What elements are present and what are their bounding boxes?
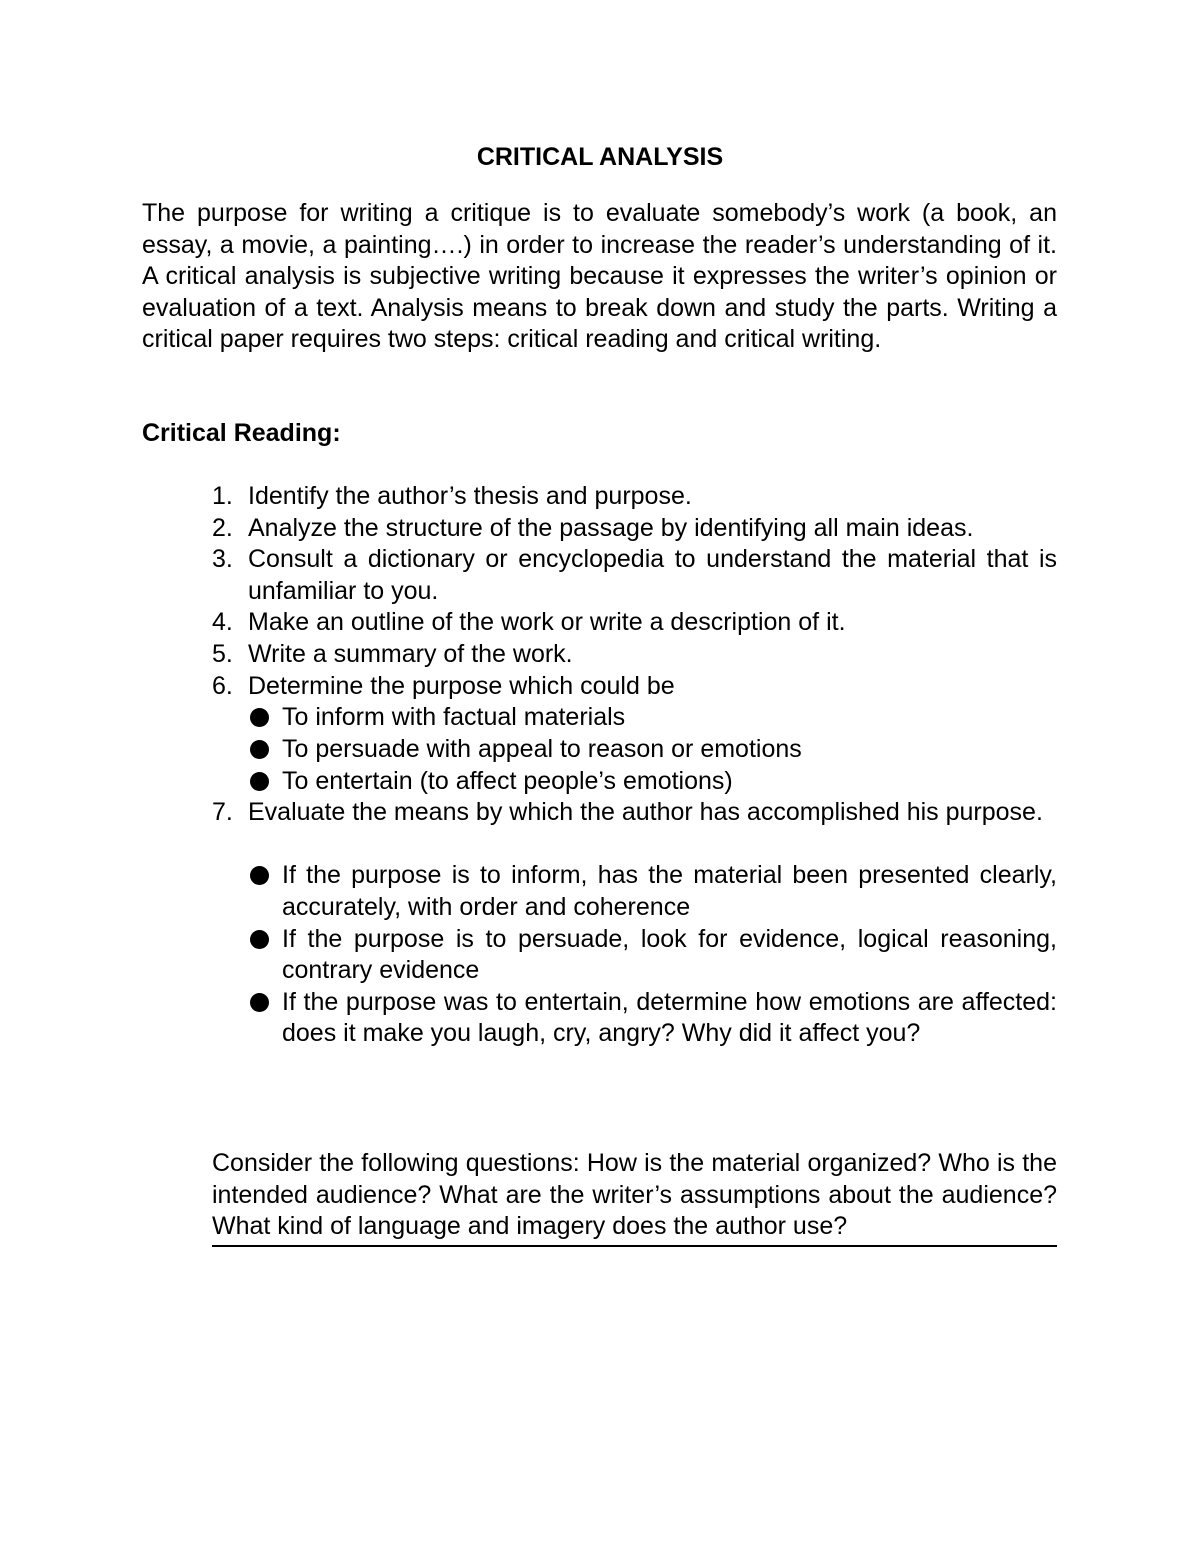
step-item <box>212 671 1057 703</box>
step-number: 3. <box>212 545 233 574</box>
step-7-block <box>212 797 1057 1050</box>
bullet-text: If the purpose was to entertain, determine how emotions are affected: does it make you laugh, cry, angry? Why did it affect you? <box>282 987 1057 1048</box>
document-title: CRITICAL ANALYSIS <box>476 143 724 171</box>
step-number: 1. <box>212 482 233 510</box>
step-number: 5. <box>212 639 233 668</box>
step-number: 6. <box>212 671 233 700</box>
bullet-text: To entertain (to affect people’s emotions) <box>282 766 733 795</box>
bullet-item <box>212 987 1057 1050</box>
step-number: 7. <box>212 798 233 827</box>
step-item <box>212 607 1057 639</box>
step-text: Evaluate the means by which the author has accomplished his purpose. <box>248 798 1043 827</box>
step-item <box>212 639 1057 671</box>
step-item <box>212 481 1057 513</box>
bullet-dot-icon <box>250 930 269 949</box>
step-number: 4. <box>212 608 233 637</box>
bullet-item <box>212 766 1057 798</box>
bullet-item <box>212 924 1057 987</box>
bullet-item <box>212 734 1057 766</box>
step-item <box>212 544 1057 607</box>
critical-reading-steps <box>212 481 1057 702</box>
step-text: Write a summary of the work. <box>248 639 573 668</box>
section-heading: Critical Reading: <box>142 419 341 447</box>
bullet-text: If the purpose is to inform, has the material been presented clearly, accurately, with order and coherence <box>282 861 1057 921</box>
bullet-item <box>212 860 1057 923</box>
step-text: Determine the purpose which could be <box>248 671 675 700</box>
step-text: Make an outline of the work or write a description of it. <box>248 608 846 637</box>
step-text: Consult a dictionary or encyclopedia to understand the material that is unfamiliar to you. <box>248 545 1057 605</box>
bullet-dot-icon <box>250 772 269 791</box>
bullet-text: If the purpose is to persuade, look for evidence, logical reasoning, contrary evidence <box>282 924 1057 985</box>
bullet-text: To inform with factual materials <box>282 703 626 732</box>
step-item <box>212 797 1057 829</box>
step-text: Identify the author’s thesis and purpose. <box>248 482 692 510</box>
closing-questions-paragraph: Consider the following questions: How is the material organized? Who is the intended audience? What are the writer’s assumptions about the audience? What kind of language and imagery does the author use? <box>212 1148 1057 1247</box>
evaluation-bullet-list <box>212 860 1057 1050</box>
bullet-dot-icon <box>250 740 269 759</box>
bullet-dot-icon <box>250 866 269 885</box>
bullet-dot-icon <box>250 993 269 1012</box>
bullet-dot-icon <box>250 708 269 727</box>
purpose-bullet-list <box>212 702 1057 797</box>
bullet-text: To persuade with appeal to reason or emotions <box>282 734 802 763</box>
step-item <box>212 513 1057 545</box>
step-6-bullets-block <box>212 702 1057 797</box>
step-text: Analyze the structure of the passage by identifying all main ideas. <box>248 513 974 542</box>
intro-paragraph: The purpose for writing a critique is to evaluate somebody’s work (a book, an essay, a movie, a painting….) in order to increase the reader’s understanding of it. A critical analysis is subjective writing because it expresses the writer’s opinion or evaluation of a text. Analysis means to break down and study the parts. Writing a critical paper requires two steps: critical reading and critical writing. <box>142 199 1057 354</box>
step-number: 2. <box>212 513 233 542</box>
bullet-item <box>212 702 1057 734</box>
